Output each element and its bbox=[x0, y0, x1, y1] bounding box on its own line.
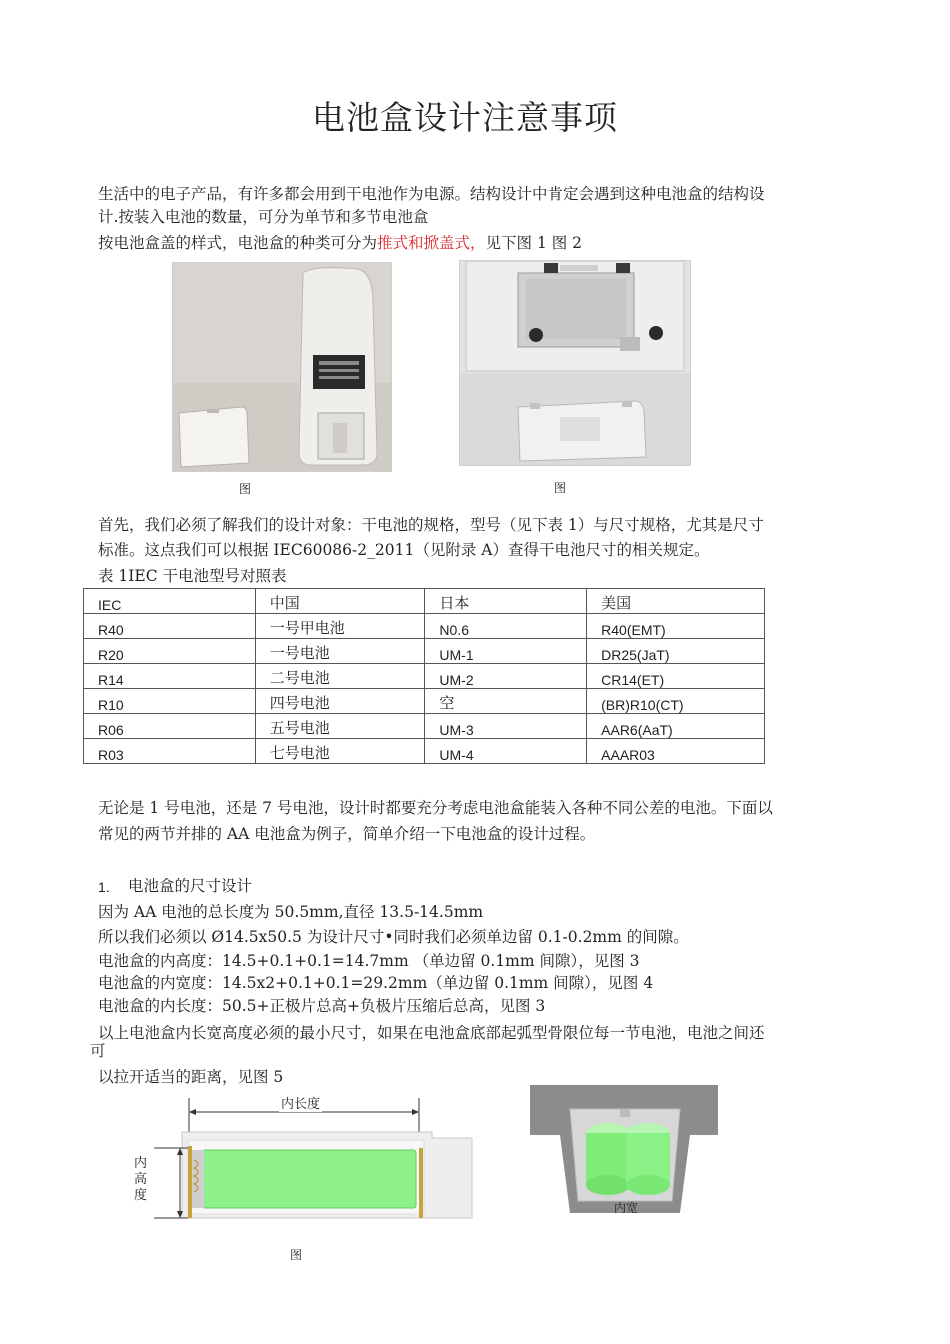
inner-height-label: 内 高 度 bbox=[134, 1156, 148, 1203]
table-row bbox=[84, 739, 765, 764]
table-cell: N0.6 bbox=[425, 614, 587, 639]
section-1-line-2: 所以我们必须以 Ø14.5x50.5 为设计尺寸•同时我们必须单边留 0.1-0.2mm 的间隙。 bbox=[98, 928, 689, 946]
figure-2-caption: 图 bbox=[554, 481, 567, 495]
table-cell: UM-2 bbox=[425, 664, 587, 689]
section-1-number: 1. bbox=[98, 879, 110, 895]
table-header-cell: 中国 bbox=[255, 589, 425, 614]
figure-1-caption: 图 bbox=[239, 482, 252, 496]
table-cell: 空 bbox=[425, 689, 587, 714]
table-cell: R20 bbox=[84, 639, 256, 664]
section-1-line-7: 以拉开适当的距离，见图 5 bbox=[98, 1068, 284, 1086]
section-1-heading: 电池盒的尺寸设计 bbox=[128, 877, 253, 895]
battery-model-table bbox=[83, 588, 765, 764]
table-cell: 五号电池 bbox=[255, 714, 425, 739]
inner-length-label: 内长度 bbox=[279, 1093, 322, 1112]
table-cell: R03 bbox=[84, 739, 256, 764]
intro-line-1: 生活中的电子产品，有许多都会用到干电池作为电源。结构设计中肯定会遇到这种电池盒的结构设 bbox=[98, 185, 765, 203]
section-1-line-5: 电池盒的内长度：50.5+正极片总高+负极片压缩后总高，见图 3 bbox=[98, 997, 546, 1015]
table-cell: R10 bbox=[84, 689, 256, 714]
table-cell: CR14(ET) bbox=[587, 664, 765, 689]
intro-highlight: 推式和掀盖式， bbox=[377, 234, 486, 252]
table-cell: R40 bbox=[84, 614, 256, 639]
figure-1-photo bbox=[172, 262, 392, 472]
inner-width-label: 内宽 bbox=[614, 1201, 639, 1213]
table-row bbox=[84, 714, 765, 739]
table-cell: AAAR03 bbox=[587, 739, 765, 764]
table-cell: UM-1 bbox=[425, 639, 587, 664]
section-1-line-4: 电池盒的内宽度：14.5x2+0.1+0.1=29.2mm（单边留 0.1mm 间隙），见图 4 bbox=[98, 974, 654, 992]
table-cell: DR25(JaT) bbox=[587, 639, 765, 664]
table-cell: AAR6(AaT) bbox=[587, 714, 765, 739]
figure-2-photo bbox=[459, 260, 691, 466]
table-cell: 一号电池 bbox=[255, 639, 425, 664]
table-row bbox=[84, 639, 765, 664]
remote-control-image bbox=[173, 263, 391, 471]
para2-line-2: 常见的两节并排的 AA 电池盒为例子，简单介绍一下电池盒的设计过程。 bbox=[98, 825, 596, 843]
table-cell: R06 bbox=[84, 714, 256, 739]
table-row bbox=[84, 664, 765, 689]
intro-line-3-pre: 按电池盒盖的样式，电池盒的种类可分为 bbox=[98, 234, 378, 252]
table-header-cell: 美国 bbox=[587, 589, 765, 614]
section-1-line-6b: 可 bbox=[90, 1042, 106, 1060]
section-1-line-3: 电池盒的内高度：14.5+0.1+0.1=14.7mm （单边留 0.1mm 间隙），见图 3 bbox=[98, 952, 640, 970]
table-cell: 二号电池 bbox=[255, 664, 425, 689]
intro-line-2: 计.按装入电池的数量，可分为单节和多节电池盒 bbox=[98, 208, 429, 226]
table-caption: 表 1IEC 干电池型号对照表 bbox=[98, 567, 287, 585]
table-cell: UM-4 bbox=[425, 739, 587, 764]
flip-cover-device-image bbox=[460, 261, 690, 465]
spec-line-1: 首先，我们必须了解我们的设计对象：干电池的规格，型号（见下表 1）与尺寸规格，尤其是尺寸 bbox=[98, 516, 764, 534]
table-cell: (BR)R10(CT) bbox=[587, 689, 765, 714]
para2-line-1: 无论是 1 号电池，还是 7 号电池，设计时都要充分考虑电池盒能装入各种不同公差的电池。下面以 bbox=[98, 799, 773, 817]
table-cell: R40(EMT) bbox=[587, 614, 765, 639]
section-1-line-1: 因为 AA 电池的总长度为 50.5mm,直径 13.5-14.5mm bbox=[98, 903, 484, 921]
figure-4-diagram bbox=[530, 1085, 718, 1213]
section-1-line-6a: 以上电池盒内长宽高度必须的最小尺寸，如果在电池盒底部起弧型骨限位每一节电池，电池之间还 bbox=[98, 1024, 765, 1042]
table-cell: 一号甲电池 bbox=[255, 614, 425, 639]
intro-line-3 bbox=[98, 232, 582, 254]
table-cell: 四号电池 bbox=[255, 689, 425, 714]
table-cell: UM-3 bbox=[425, 714, 587, 739]
table-cell: 七号电池 bbox=[255, 739, 425, 764]
spec-line-2: 标准。这点我们可以根据 IEC60086-2_2011（见附录 A）查得干电池尺寸的相关规定。 bbox=[98, 541, 710, 559]
table-row bbox=[84, 689, 765, 714]
figure-3-diagram bbox=[132, 1090, 477, 1230]
intro-line-3-post: 见下图 1 图 2 bbox=[485, 234, 583, 252]
figure-3-caption: 图 bbox=[290, 1248, 303, 1262]
battery-box-top-view bbox=[530, 1085, 718, 1213]
table-cell: R14 bbox=[84, 664, 256, 689]
table-header-row bbox=[84, 589, 765, 614]
table-header-cell: 日本 bbox=[425, 589, 587, 614]
table-header-cell: IEC bbox=[84, 589, 256, 614]
table-row bbox=[84, 614, 765, 639]
page-title: 电池盒设计注意事项 bbox=[312, 98, 618, 137]
